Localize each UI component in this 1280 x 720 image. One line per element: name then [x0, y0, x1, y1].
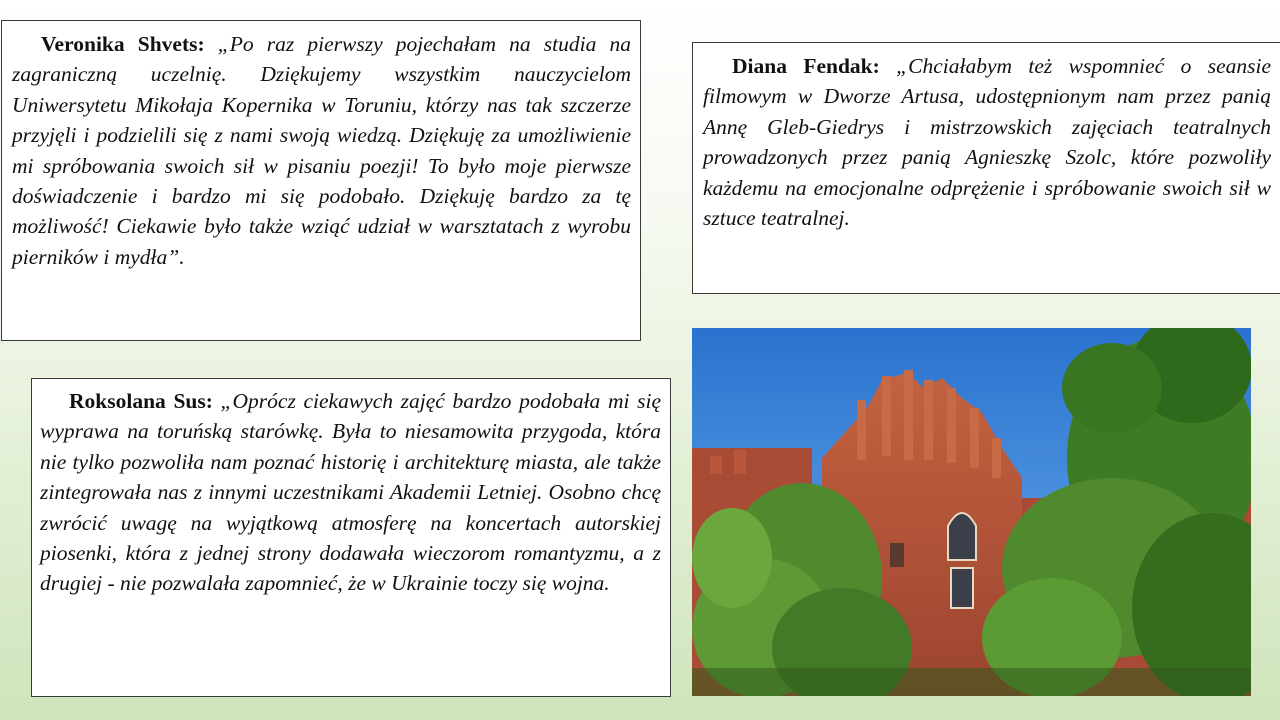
quote-box-diana — [692, 42, 1280, 294]
arched-window — [948, 513, 976, 560]
quote-text: „Chciałabym też wspomnieć o seansie filmowym w Dworze Artusa, udostępnionym nam przez panią Annę Gleb-Giedrys i mistrzowskich zajęciach teatralnych prowadzonych przez panią Agnieszkę Szolc, które pozwoliły każdemu na emocjonalne odprężenie i spróbowanie swoich sił w sztuce teatralnej. — [703, 54, 1271, 231]
quote-author: Veronika Shvets: — [41, 32, 205, 56]
university-building-photo — [692, 328, 1251, 696]
quote-author: Roksolana Sus: — [69, 389, 213, 413]
quote-text: „Po raz pierwszy pojechałam na studia na zagraniczną uczelnię. Dziękujemy wszystkim nauczycielom Uniwersytetu Mikołaja Kopernika w Toruniu, którzy nas tak szczerze przyjęli i podzielili się z nami swoją wiedzą. Dziękuję za umożliwienie mi spróbowania swoich sił w pisaniu poezji! To było moje pierwsze doświadczenie i bardzo mi się podobało. Dziękuję bardzo za tę możliwość! Ciekawie było także wziąć udział w warsztatach z wyrobu pierników i mydła”. — [12, 32, 631, 269]
quote-author: Diana Fendak: — [732, 54, 880, 78]
quote-box-veronika — [1, 20, 641, 341]
quote-paragraph — [703, 51, 1271, 233]
quote-paragraph — [12, 29, 631, 272]
quote-box-roksolana — [31, 378, 671, 697]
quote-paragraph — [40, 386, 661, 599]
quote-text: „Oprócz ciekawych zajęć bardzo podobała mi się wyprawa na toruńską starówkę. Była to niesamowita przygoda, która nie tylko pozwoliła nam poznać historię i architekturę miasta, ale także zintegrowała nas z innymi uczestnikami Akademii Letniej. Osobno chcę zwrócić uwagę na wyjątkową atmosferę na koncertach autorskiej piosenki, która z jednej strony dodawała wieczorom romantyzmu, a z drugiej - nie pozwalała zapomnieć, że w Ukrainie toczy się wojna. — [40, 389, 661, 596]
